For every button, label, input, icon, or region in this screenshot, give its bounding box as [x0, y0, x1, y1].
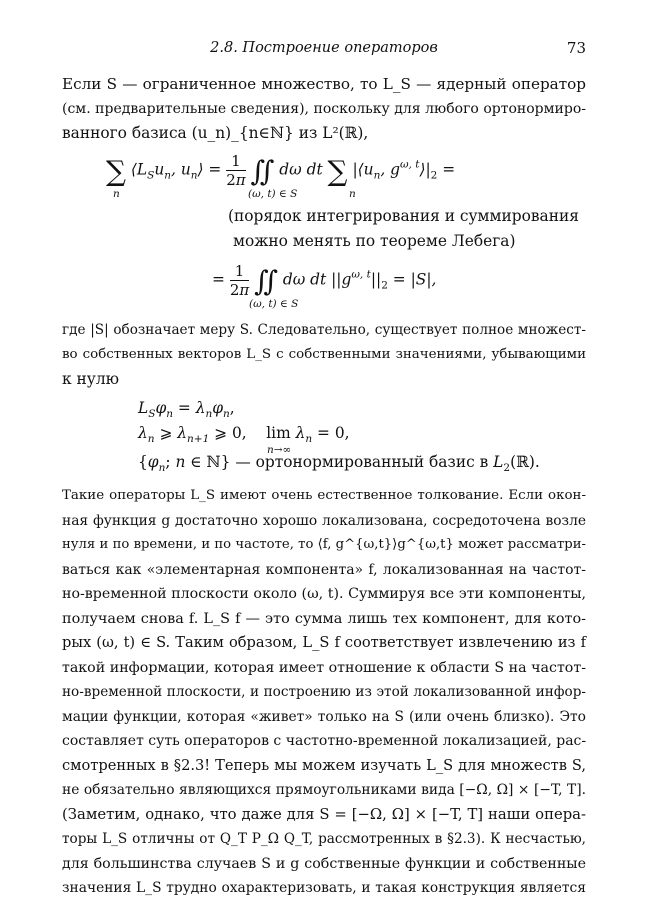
text-line: (Заметим, однако, что даже для S = [−Ω, Ω] × [−T, T] наши опера-: [62, 805, 586, 823]
eigen-equation: $L_S\varphi_n = \lambda_n\varphi_n$,: [138, 399, 235, 420]
equation-row-1: ∑ $⟨L_Su_n$, $u_n⟩$ = $\frac{1}{2\pi}$ ∬ dω dt ∑ $|⟨u_n$, $g^{\omega, t}⟩|_2$ =: [106, 152, 456, 189]
limit-subscript: n→∞: [267, 444, 292, 456]
eigenvalue-order: $\lambda_n$ ⩾ $\lambda_{n+1}$ ⩾ 0, $\lim \lambda_n = 0$,: [138, 424, 350, 445]
text-line: к нулю: [62, 370, 120, 388]
section-title: 2.8. Построение операторов: [210, 40, 438, 56]
text-line: нуля и по времени, и по частоте, то ⟨f, g^{ω,t}⟩g^{ω,t} может рассматри-: [62, 537, 586, 552]
integral-domain: (ω, t) ∈ S: [249, 298, 299, 310]
text-line: ваться как «элементарная компонента» f, локализованная на частот-: [62, 561, 586, 578]
sum-index: n: [113, 188, 120, 200]
text-line: значения L_S трудно охарактеризовать, и такая конструкция является: [62, 880, 586, 896]
text-line: ная функция g достаточно хорошо локализована, сосредоточена возле: [62, 512, 586, 529]
text-line: мации функции, которая «живет» только на S (или очень близко). Это: [62, 708, 586, 725]
basis-statement: {$\varphi_n$; n ∈ ℕ} — ортонормированный базис в $L_2(ℝ)$.: [138, 453, 540, 474]
running-header: [62, 36, 586, 60]
remark-line: (порядок интегрирования и суммирования: [228, 207, 579, 225]
text-line: Такие операторы L_S имеют очень естественное толкование. Если окон-: [62, 488, 586, 503]
book-page: [62, 0, 586, 900]
equation-row-2: = $\frac{1}{2\pi}$ ∬ dω dt $||g^{\omega, t}||_2 = |S|$,: [212, 262, 437, 299]
middle-paragraph: [62, 318, 586, 392]
text-line: но-временной плоскости, и построению из этой локализованной инфор-: [62, 684, 586, 700]
text-line: составляет суть операторов с частотно-временной локализацией, рас-: [62, 733, 587, 749]
remark-line: можно менять по теореме Лебега): [233, 232, 516, 250]
text-line: получаем снова f. L_S f — это сумма лишь тех компонент, для кото-: [62, 610, 586, 627]
text-line: торы L_S отличны от Q_T P_Ω Q_T, рассмотренных в §2.3). К несчастью,: [62, 831, 586, 847]
text-line: не обязательно являющихся прямоугольниками вида [−Ω, Ω] × [−T, T].: [62, 782, 586, 798]
sum-index: n: [349, 188, 356, 200]
text-line: рых (ω, t) ∈ S. Таким образом, L_S f соответствует извлечению из f: [62, 634, 586, 651]
intro-paragraph: [62, 72, 586, 146]
text-line: где |S| обозначает меру S. Следовательно, существует полное множест-: [62, 322, 586, 338]
text-line: Если S — ограниченное множество, то L_S — ядерный оператор: [62, 75, 586, 93]
text-line: для большинства случаев S и g собственные функции и собственные: [62, 855, 586, 872]
text-line: такой информации, которая имеет отношение к области S на частот-: [62, 659, 586, 676]
basis-text: — ортонормированный базис в: [235, 453, 489, 471]
text-line: смотренных в §2.3! Теперь мы можем изучать L_S для множеств S,: [62, 756, 586, 774]
text-line: но-временной плоскости около (ω, t). Суммируя все эти компоненты,: [62, 586, 586, 602]
body-paragraph: [62, 484, 586, 901]
text-line: (см. предварительные сведения), поскольку для любого ортонормиро-: [62, 100, 586, 117]
integral-domain: (ω, t) ∈ S: [248, 188, 298, 200]
text-line: ванного базиса (u_n)_{n∈ℕ} из L²(ℝ),: [62, 124, 369, 142]
page-number: 73: [566, 39, 586, 57]
text-line: во собственных векторов L_S с собственными значениями, убывающими: [62, 346, 586, 362]
